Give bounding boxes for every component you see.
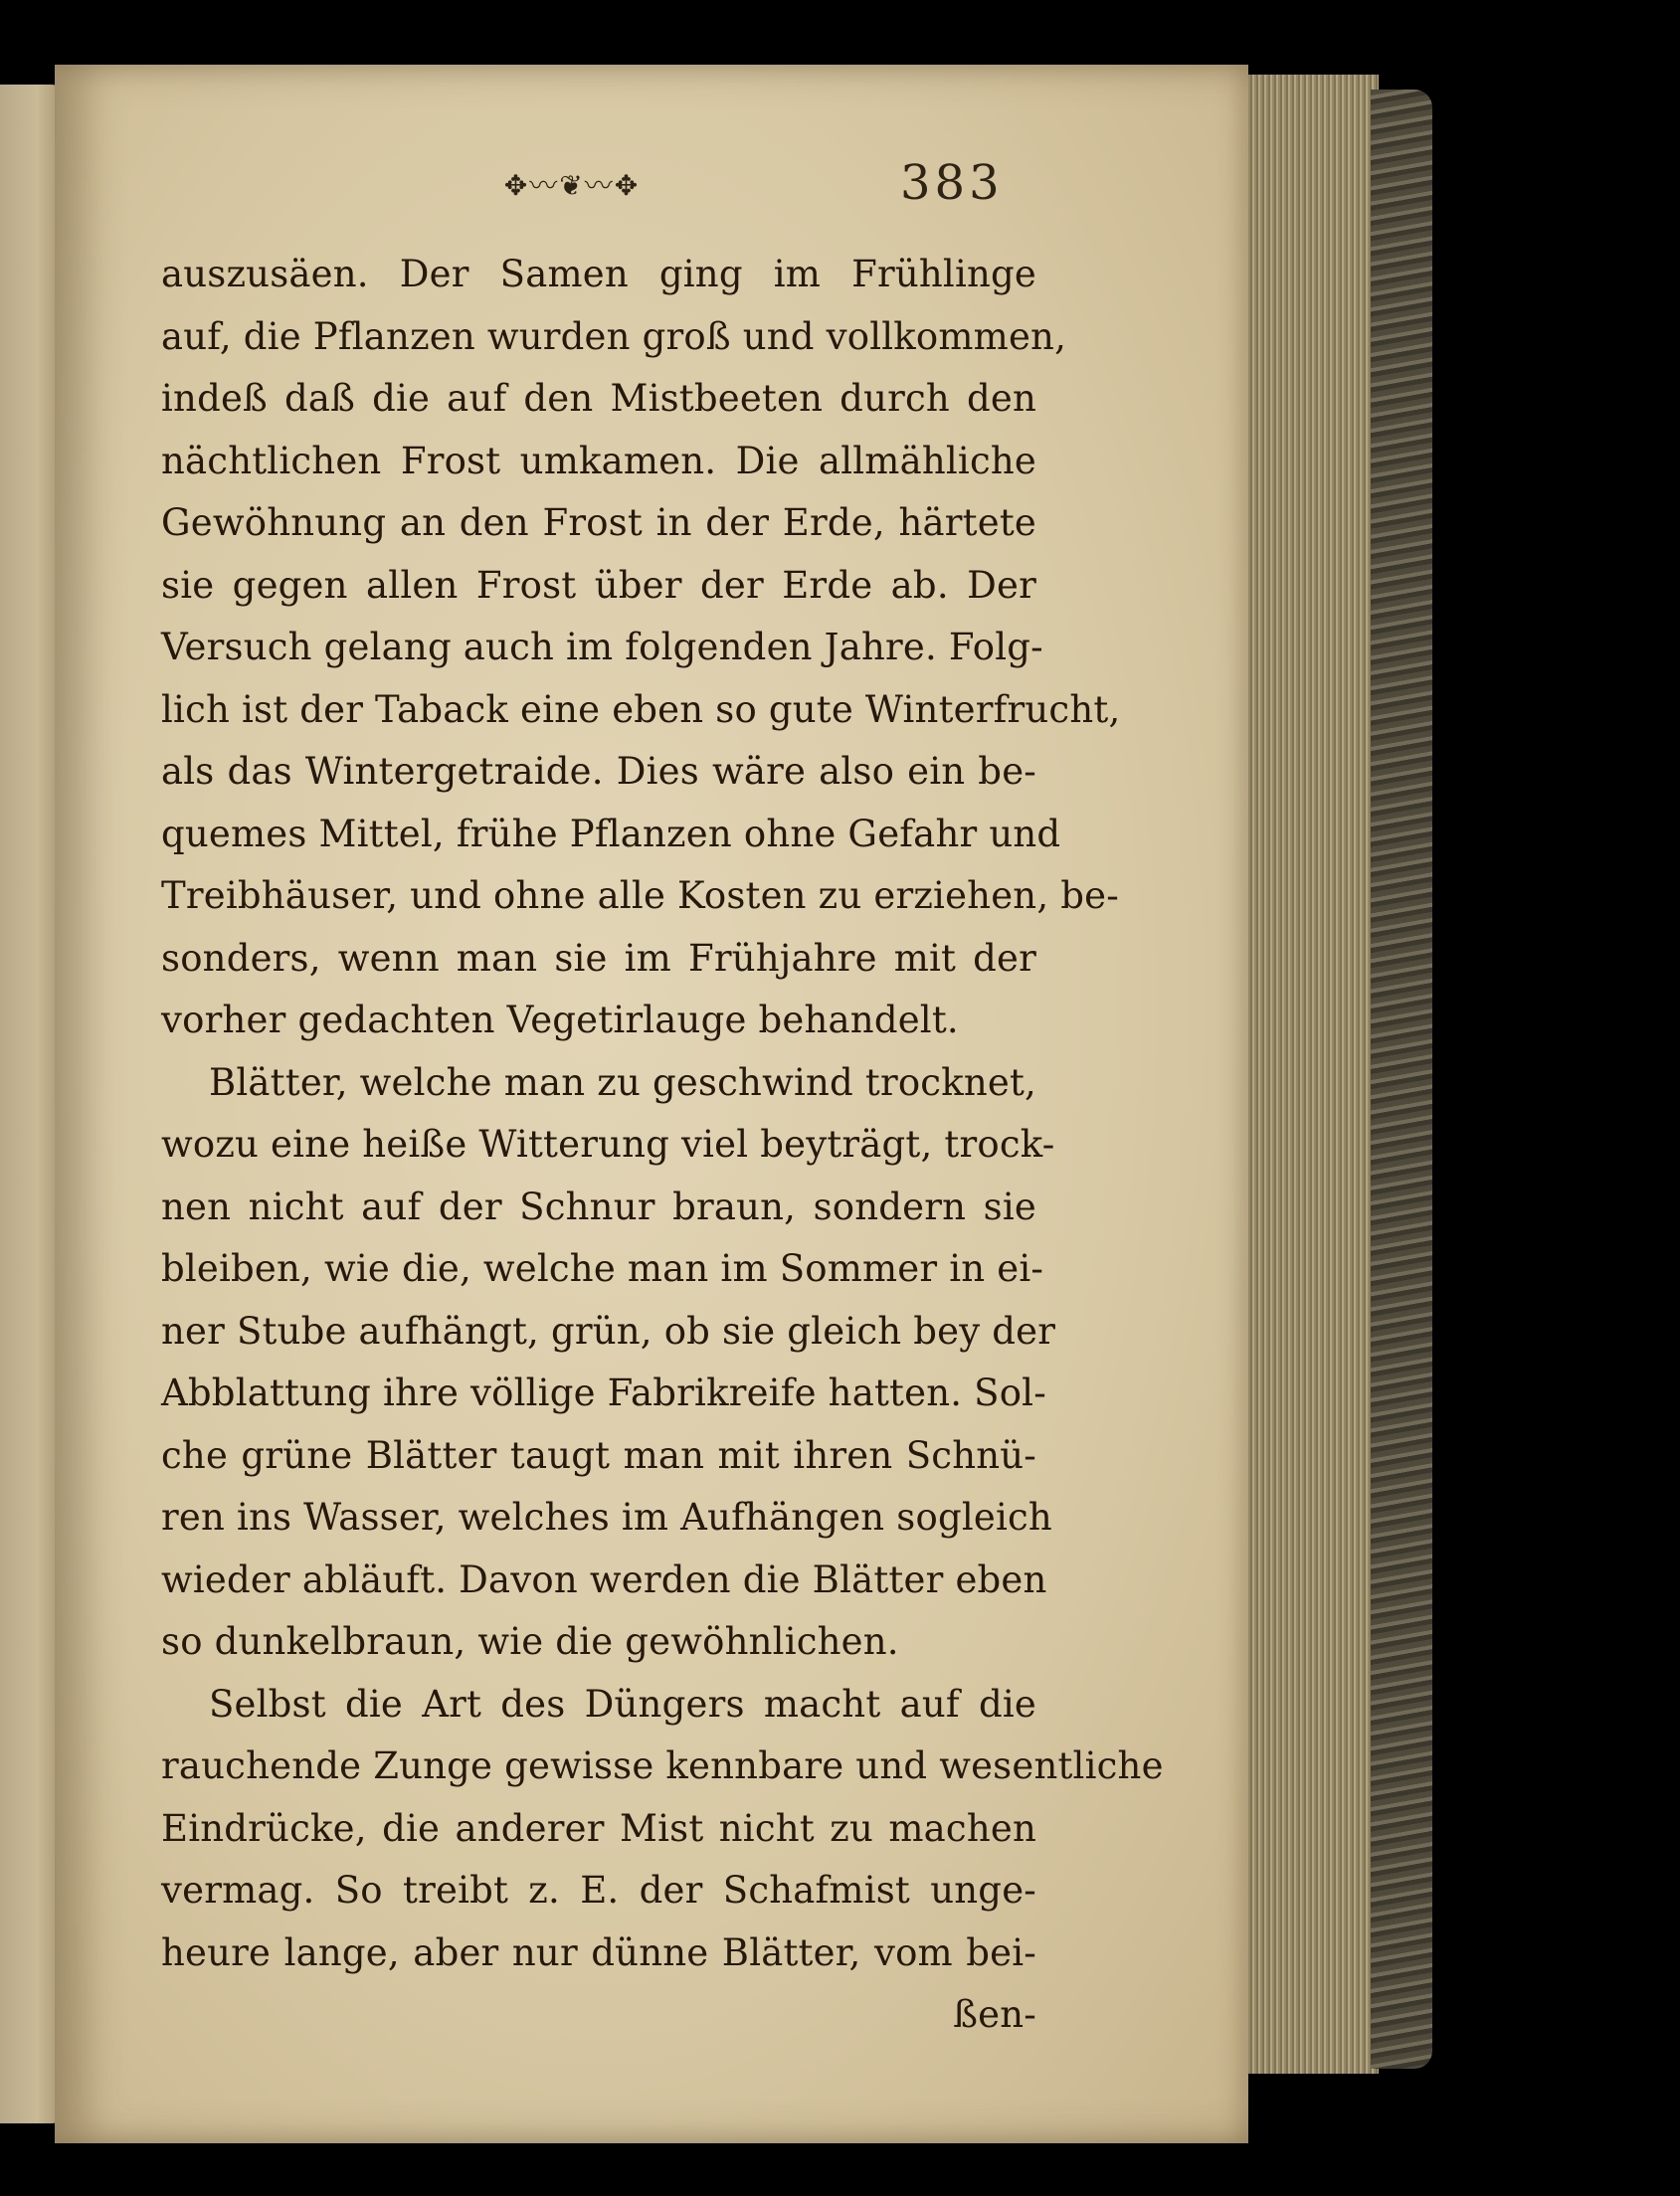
left-page-edge <box>0 85 62 2123</box>
text-line: so dunkelbraun, wie die gewöhnlichen. <box>161 1620 899 1663</box>
text-line: wozu eine heiße Witterung viel beyträgt, trock- <box>161 1123 1055 1166</box>
page-number: 383 <box>900 155 1004 211</box>
text-line: che grüne Blätter taugt man mit ihren Schnü- <box>161 1433 1036 1477</box>
text-line: sie gegen allen Frost über der Erde ab. Der <box>161 563 1036 607</box>
text-line: Selbst die Art des Düngers macht auf die <box>209 1682 1036 1726</box>
text-line: ren ins Wasser, welches im Aufhängen sogleich <box>161 1496 1052 1539</box>
text-line: heure lange, aber nur dünne Blätter, vom bei- <box>161 1930 1036 1974</box>
page-fore-edge <box>1241 75 1379 2074</box>
text-line: sonders, wenn man sie im Frühjahre mit der <box>161 936 1036 980</box>
text-line: Treibhäuser, und ohne alle Kosten zu erziehen, be- <box>161 874 1119 917</box>
catchword: ßen- <box>953 1993 1036 2036</box>
text-line: Abblattung ihre völlige Fabrikreife hatten. Sol- <box>161 1372 1046 1414</box>
text-line: vermag. So treibt z. E. der Schafmist unge- <box>161 1869 1036 1912</box>
page-text <box>161 244 1164 2047</box>
text-line: wieder abläuft. Davon werden die Blätter eben <box>161 1557 1047 1601</box>
text-line: Gewöhnung an den Frost in der Erde, härtete <box>161 501 1036 544</box>
text-line: auszusäen. Der Samen ging im Frühlinge <box>161 253 1036 295</box>
book-cover <box>1371 90 1432 2069</box>
text-line: bleiben, wie die, welche man im Sommer in ei- <box>161 1247 1044 1290</box>
text-line: Versuch gelang auch im folgenden Jahre. Folg- <box>161 626 1043 668</box>
page-header <box>438 149 1034 219</box>
text-line: rauchende Zunge gewisse kennbare und wesentliche <box>161 1744 1164 1787</box>
text-line: nen nicht auf der Schnur braun, sondern sie <box>161 1185 1036 1228</box>
text-line: auf, die Pflanzen wurden groß und vollkommen, <box>161 314 1067 358</box>
text-line: Blätter, welche man zu geschwind trocknet, <box>209 1060 1036 1104</box>
text-line: ner Stube aufhängt, grün, ob sie gleich bey der <box>161 1309 1056 1353</box>
text-line: quemes Mittel, frühe Pflanzen ohne Gefahr und <box>161 812 1061 855</box>
header-ornament: ✥〰❦〰✥ <box>503 169 641 202</box>
text-line: Eindrücke, die anderer Mist nicht zu machen <box>161 1806 1036 1850</box>
text-line: vorher gedachten Vegetirlauge behandelt. <box>161 999 959 1041</box>
text-line: indeß daß die auf den Mistbeeten durch den <box>161 377 1036 420</box>
text-line: lich ist der Taback eine eben so gute Winterfrucht, <box>161 687 1121 731</box>
text-line: als das Wintergetraide. Dies wäre also ein be- <box>161 750 1036 793</box>
text-line: nächtlichen Frost umkamen. Die allmähliche <box>161 439 1036 482</box>
